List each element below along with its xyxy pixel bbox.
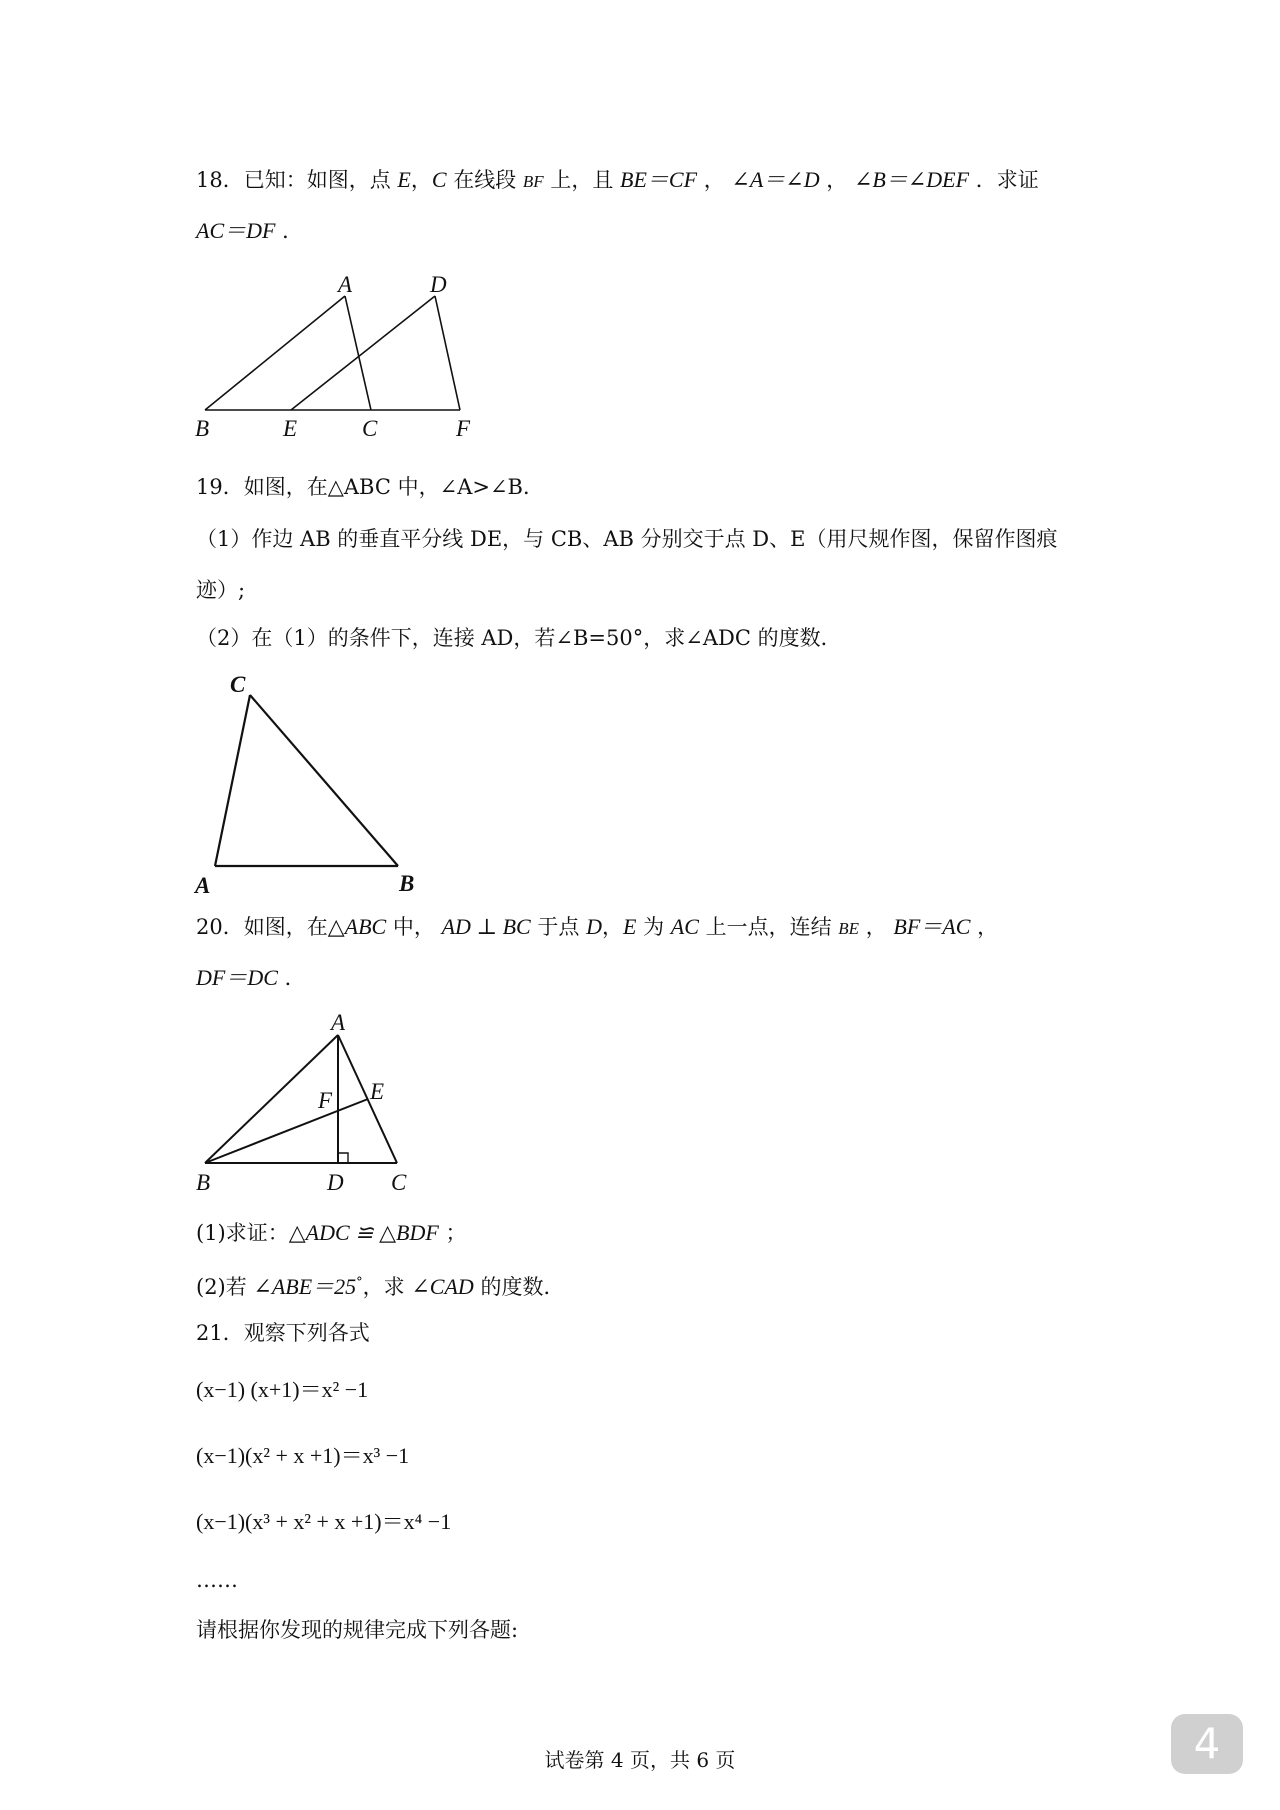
q18-label-a: A: [338, 272, 353, 297]
q21-stem: 21．观察下列各式: [196, 1321, 370, 1345]
q18-cond-1: BE＝CF: [620, 167, 698, 192]
q18-point-c: C: [431, 167, 447, 192]
q19-part1-a: （1）作边 AB 的垂直平分线 DE，与 CB、AB 分别交于点 D、E（用尺规作图，保留作图痕: [196, 527, 1058, 551]
q20-angle-cad: ∠CAD: [411, 1274, 474, 1299]
q20-label-d: D: [327, 1170, 344, 1195]
q20-text: ．: [277, 966, 306, 990]
q20-text: 20．如图，在: [196, 915, 328, 939]
q18-cond-3: ∠B＝∠DEF: [853, 167, 970, 192]
q18-segment-bf: BF: [522, 172, 544, 191]
q19-part2: （2）在（1）的条件下，连接 AD，若∠B=50°，求∠ADC 的度数．: [196, 626, 842, 650]
q20-text: 于点: [530, 915, 587, 939]
q18-text: ．求证: [969, 168, 1039, 192]
q18-point-e: E: [397, 167, 411, 192]
q20-part1: [196, 1218, 466, 1248]
q20-text: ，: [859, 915, 894, 939]
q21-equation-3: (x−1)(x³ + x² + x +1)＝x⁴ −1: [196, 1509, 452, 1534]
q20-cond-df-dc: DF＝DC: [196, 965, 278, 990]
q19-part1-b: 迹）;: [196, 578, 246, 602]
q18-label-f: F: [456, 416, 471, 441]
q20-text: (2)若: [196, 1275, 254, 1299]
q21-ellipsis: ……: [196, 1568, 238, 1592]
q20-perpendicular: AD ⊥ BC: [441, 914, 531, 939]
q20-triangle: △ABC: [327, 914, 387, 939]
q19-label-c: C: [230, 672, 246, 697]
q20-segment-be: BE: [838, 919, 860, 938]
q18-text: ．: [275, 219, 304, 243]
q18-text: ，: [697, 168, 732, 192]
q20-label-f: F: [318, 1088, 333, 1113]
q18-text: 上，且: [543, 168, 621, 192]
q18-label-e: E: [283, 416, 298, 441]
q20-text: ，: [970, 915, 999, 939]
q19-label-b: B: [399, 871, 415, 896]
q20-label-c: C: [391, 1170, 407, 1195]
q18-label-b: B: [195, 416, 210, 441]
q20-text: ；: [438, 1221, 467, 1245]
q20-point-e: E: [622, 914, 637, 939]
q20-part2: [196, 1268, 564, 1302]
q18-text: 在线段: [446, 168, 523, 192]
q20-label-a: A: [331, 1010, 346, 1035]
q20-text: ，: [601, 915, 623, 939]
q20-text: 上一点，连结: [698, 915, 839, 939]
q20-text: 中，: [386, 915, 442, 939]
q18-text: 18．已知：如图，点: [196, 168, 398, 192]
q18-text: ，: [819, 168, 854, 192]
q20-text: 为: [636, 915, 671, 939]
q18-cond-2: ∠A＝∠D: [731, 167, 820, 192]
q20-right-angle-mark: [338, 1153, 348, 1163]
page-footer: 试卷第 4 页，共 6 页: [544, 1748, 736, 1772]
q21-prompt: 请根据你发现的规律完成下列各题:: [196, 1618, 519, 1642]
q21-equation-2: (x−1)(x² + x +1)＝x³ −1: [196, 1443, 410, 1468]
page-number-badge: 4: [1171, 1714, 1243, 1774]
q18-conclusion: AC＝DF: [196, 218, 276, 243]
q20-text: ，求: [362, 1275, 412, 1299]
q18-label-c: C: [362, 416, 378, 441]
q20-degree: °: [356, 1275, 363, 1290]
q18-label-d: D: [430, 272, 447, 297]
q18-text: ，: [410, 168, 432, 192]
q19-label-a: A: [195, 873, 211, 898]
q20-label-b: B: [196, 1170, 211, 1195]
q20-label-e: E: [370, 1079, 385, 1104]
q20-point-d: D: [586, 914, 602, 939]
q20-congruence: △ADC ≌ △BDF: [288, 1220, 439, 1245]
q20-angle-abe: ∠ABE＝25: [253, 1274, 357, 1299]
q20-cond-bf-ac: BF＝AC: [893, 914, 971, 939]
q20-text: 的度数．: [473, 1275, 565, 1299]
q21-equation-1: (x−1) (x+1)＝x² −1: [196, 1377, 369, 1402]
q19-stem: 19．如图，在△ABC 中，∠A>∠B．: [196, 475, 544, 499]
q20-text: (1)求证：: [196, 1221, 289, 1245]
q20-segment-ac: AC: [670, 914, 699, 939]
